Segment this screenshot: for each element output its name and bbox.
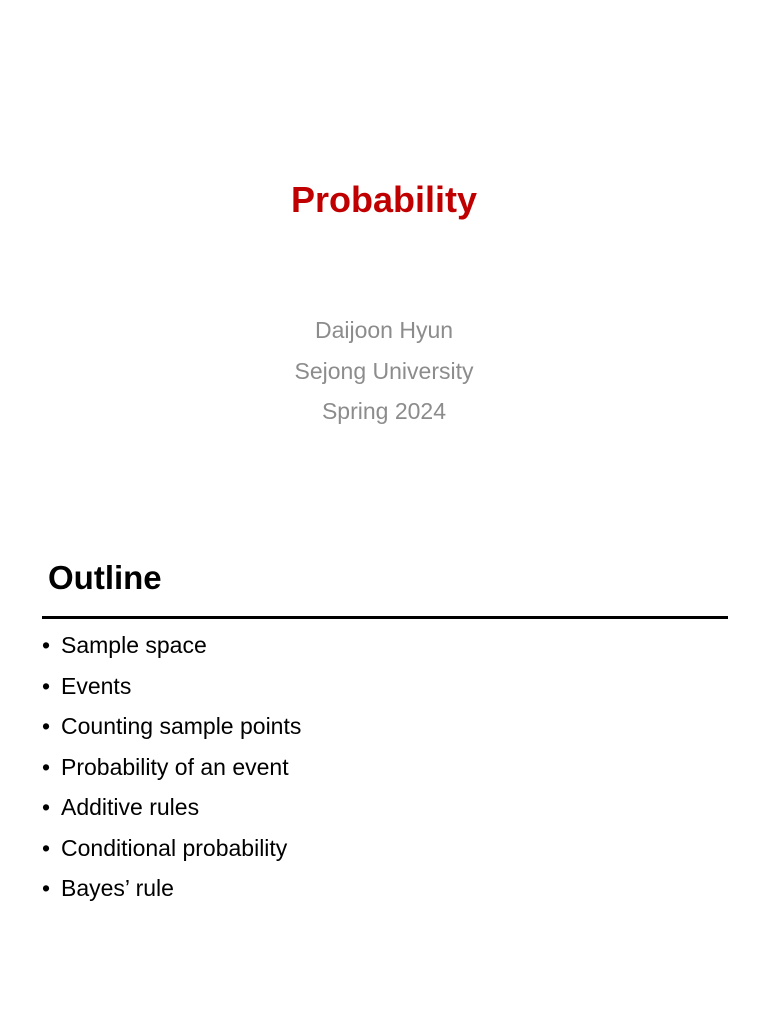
bullet-icon: • (42, 713, 51, 739)
outline-item-label: Probability of an event (61, 753, 289, 780)
outline-item-label: Sample space (61, 632, 207, 658)
deck-title: Probability (290, 179, 478, 220)
bullet-icon: • (42, 672, 51, 699)
outline-item-bayes-rule (42, 868, 301, 909)
outline-item-label: Conditional probability (61, 834, 288, 861)
outline-item-events (42, 666, 301, 707)
bullet-icon: • (42, 875, 51, 901)
term: Spring 2024 (321, 398, 447, 424)
bullet-icon: • (42, 834, 51, 861)
outline-item-label: Counting sample points (61, 713, 302, 739)
outline-list (42, 625, 301, 909)
outline-item-sample-space (42, 625, 301, 666)
outline-item-conditional-probability (42, 828, 301, 869)
bullet-icon: • (42, 632, 51, 658)
outline-heading: Outline (48, 559, 162, 596)
affiliation: Sejong University (294, 357, 474, 384)
outline-item-label: Bayes’ rule (61, 875, 174, 901)
bullet-icon: • (42, 794, 51, 820)
outline-item-label: Events (61, 672, 132, 699)
bullet-icon: • (42, 753, 51, 780)
outline-slide (0, 512, 768, 1024)
outline-item-probability-of-event (42, 747, 301, 788)
author-name: Daijoon Hyun (314, 317, 454, 343)
outline-item-label: Additive rules (61, 794, 200, 820)
heading-divider (42, 616, 728, 619)
subtitle-block (0, 310, 768, 432)
outline-item-additive-rules (42, 787, 301, 828)
outline-item-counting-sample-points (42, 706, 301, 747)
